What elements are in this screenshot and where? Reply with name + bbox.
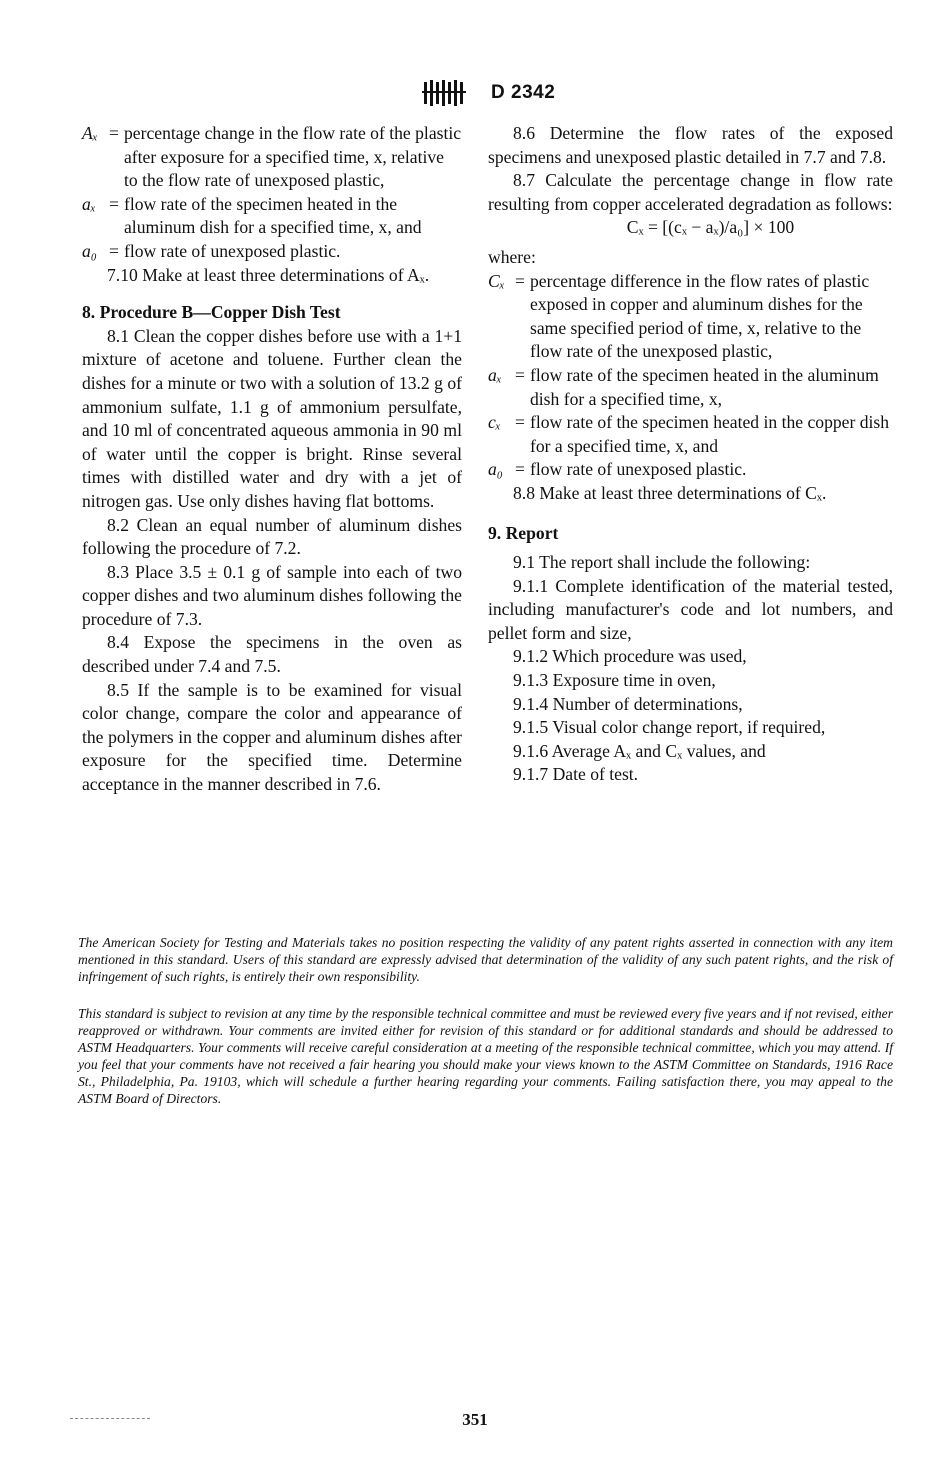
paragraph-9-1-3: 9.1.3 Exposure time in oven, — [513, 670, 716, 691]
definition-row — [82, 240, 462, 264]
astm-logo — [418, 78, 488, 108]
definition-row — [488, 270, 893, 364]
definition-equals: = — [515, 270, 525, 291]
definition-text: percentage change in the flow rate of the plastic after exposure for a specified time, x, relative to the flow rate of unexposed plastic, — [124, 123, 462, 191]
definition-symbol: cₓ — [488, 412, 501, 433]
paragraph-9-1-7: 9.1.7 Date of test. — [513, 764, 639, 785]
definition-equals: = — [109, 240, 119, 261]
document-number: D 2342 — [491, 82, 556, 103]
paragraph-9-1-5: 9.1.5 Visual color change report, if required, — [513, 717, 826, 738]
paragraph-9-1: 9.1 The report shall include the following: — [513, 552, 811, 573]
section-heading-8: 8. Procedure B—Copper Dish Test — [82, 302, 341, 323]
definition-equals: = — [515, 364, 525, 385]
formula-cx: Cₓ = [(cₓ − aₓ)/a₀] × 100 — [626, 217, 795, 238]
paragraph-8-2: 8.2 Clean an equal number of aluminum dishes following the procedure of 7.2. — [82, 514, 462, 559]
definition-text: flow rate of unexposed plastic. — [124, 240, 341, 261]
paragraph-8-3: 8.3 Place 3.5 ± 0.1 g of sample into each of two copper dishes and two aluminum dishes following the procedure of 7.3. — [82, 561, 462, 629]
revision-notice: This standard is subject to revision at any time by the responsible technical committee and must be reviewed every five years and if not revised, either reapproved or withdrawn. Your comments are invited either for revision of this standard or for additional standards and should be addressed to ASTM Headquarters. Your comments will receive careful consideration at a meeting of the responsible technical committee, which you may attend. If you feel that your comments have not received a fair hearing you should make your views known to the ASTM Committee on Standards, 1916 Race St., Philadelphia, Pa. 19103, which will schedule a further hearing regarding your comments. Failing satisfaction there, you may appeal to the ASTM Board of Directors. — [78, 1006, 893, 1106]
definition-equals: = — [515, 459, 525, 480]
definition-text: flow rate of the specimen heated in the aluminum dish for a specified time, x, — [530, 364, 879, 409]
page-header — [0, 78, 950, 108]
paragraph-8-6: 8.6 Determine the flow rates of the exposed specimens and unexposed plastic detailed in 7.7 and 7.8. — [488, 123, 893, 167]
definition-symbol: aₓ — [82, 193, 96, 214]
left-column — [82, 122, 462, 797]
page-number: 351 — [462, 1410, 488, 1429]
definition-equals: = — [515, 412, 525, 433]
right-column — [488, 122, 893, 787]
definition-row — [488, 411, 893, 458]
paragraph-9-1-6: 9.1.6 Average Aₓ and Cₓ values, and — [513, 740, 766, 761]
paragraph-8-5: 8.5 If the sample is to be examined for visual color change, compare the color and appearance of the polymers in the copper and aluminum dishes after exposure for the specified time. Determine acceptance in the manner described in 7.6. — [82, 679, 462, 795]
definitions-list — [82, 122, 462, 264]
definition-text: flow rate of unexposed plastic. — [530, 459, 747, 480]
definition-symbol: a₀ — [488, 459, 503, 480]
definition-equals: = — [109, 123, 119, 143]
definition-text: percentage difference in the flow rates of plastic exposed in copper and aluminum dishes for the same specified period of time, x, relative to the flow rate of the unexposed plastic, — [530, 270, 870, 362]
section-heading-9: 9. Report — [488, 522, 559, 543]
definition-row — [82, 122, 462, 193]
where-label: where: — [488, 246, 536, 267]
paragraph-8-4: 8.4 Expose the specimens in the oven as described under 7.4 and 7.5. — [82, 632, 462, 677]
patent-notice: The American Society for Testing and Materials takes no position respecting the validity of any patent rights asserted in connection with any item mentioned in this standard. Users of this standard are expressly advised that determination of the validity of any such patent rights, and the risk of infringement of such rights, is entirely their own responsibility. — [78, 935, 893, 984]
definition-row — [488, 458, 893, 482]
paragraph-9-1-1: 9.1.1 Complete identification of the material tested, including manufacturer's code and lot numbers, and pellet form and size, — [488, 575, 893, 643]
definition-text: flow rate of the specimen heated in the copper dish for a specified time, x, and — [530, 412, 890, 456]
definition-text: flow rate of the specimen heated in the aluminum dish for a specified time, x, and — [124, 193, 422, 238]
paragraph-7-10: 7.10 Make at least three determinations of Aₓ. — [107, 264, 430, 285]
definition-symbol: Cₓ — [488, 270, 505, 291]
definition-equals: = — [109, 193, 119, 214]
paragraph-8-1: 8.1 Clean the copper dishes before use with a 1+1 mixture of acetone and toluene. Further clean the dishes for a minute or two with a solution of 13.2 g of ammonium sulfate, 1.1 g of ammonium persulfate, and 10 ml of concentrated aqueous ammonia in 90 ml of water until the copper is bright. Rinse several times with distilled water and dry with a jet of nitrogen gas. Use only dishes having flat bottoms. — [82, 325, 462, 511]
definitions-list-right — [488, 270, 893, 482]
paragraph-8-8: 8.8 Make at least three determinations of Cₓ. — [513, 482, 827, 503]
paragraph-9-1-2: 9.1.2 Which procedure was used, — [513, 646, 747, 667]
definition-symbol: a₀ — [82, 240, 97, 261]
definition-row — [488, 364, 893, 411]
definition-symbol: Aₓ — [82, 123, 98, 143]
definition-row — [82, 193, 462, 240]
definition-symbol: aₓ — [488, 364, 502, 385]
paragraph-9-1-4: 9.1.4 Number of determinations, — [513, 693, 743, 714]
paragraph-8-7: 8.7 Calculate the percentage change in flow rate resulting from copper accelerated degradation as follows: — [488, 170, 893, 214]
